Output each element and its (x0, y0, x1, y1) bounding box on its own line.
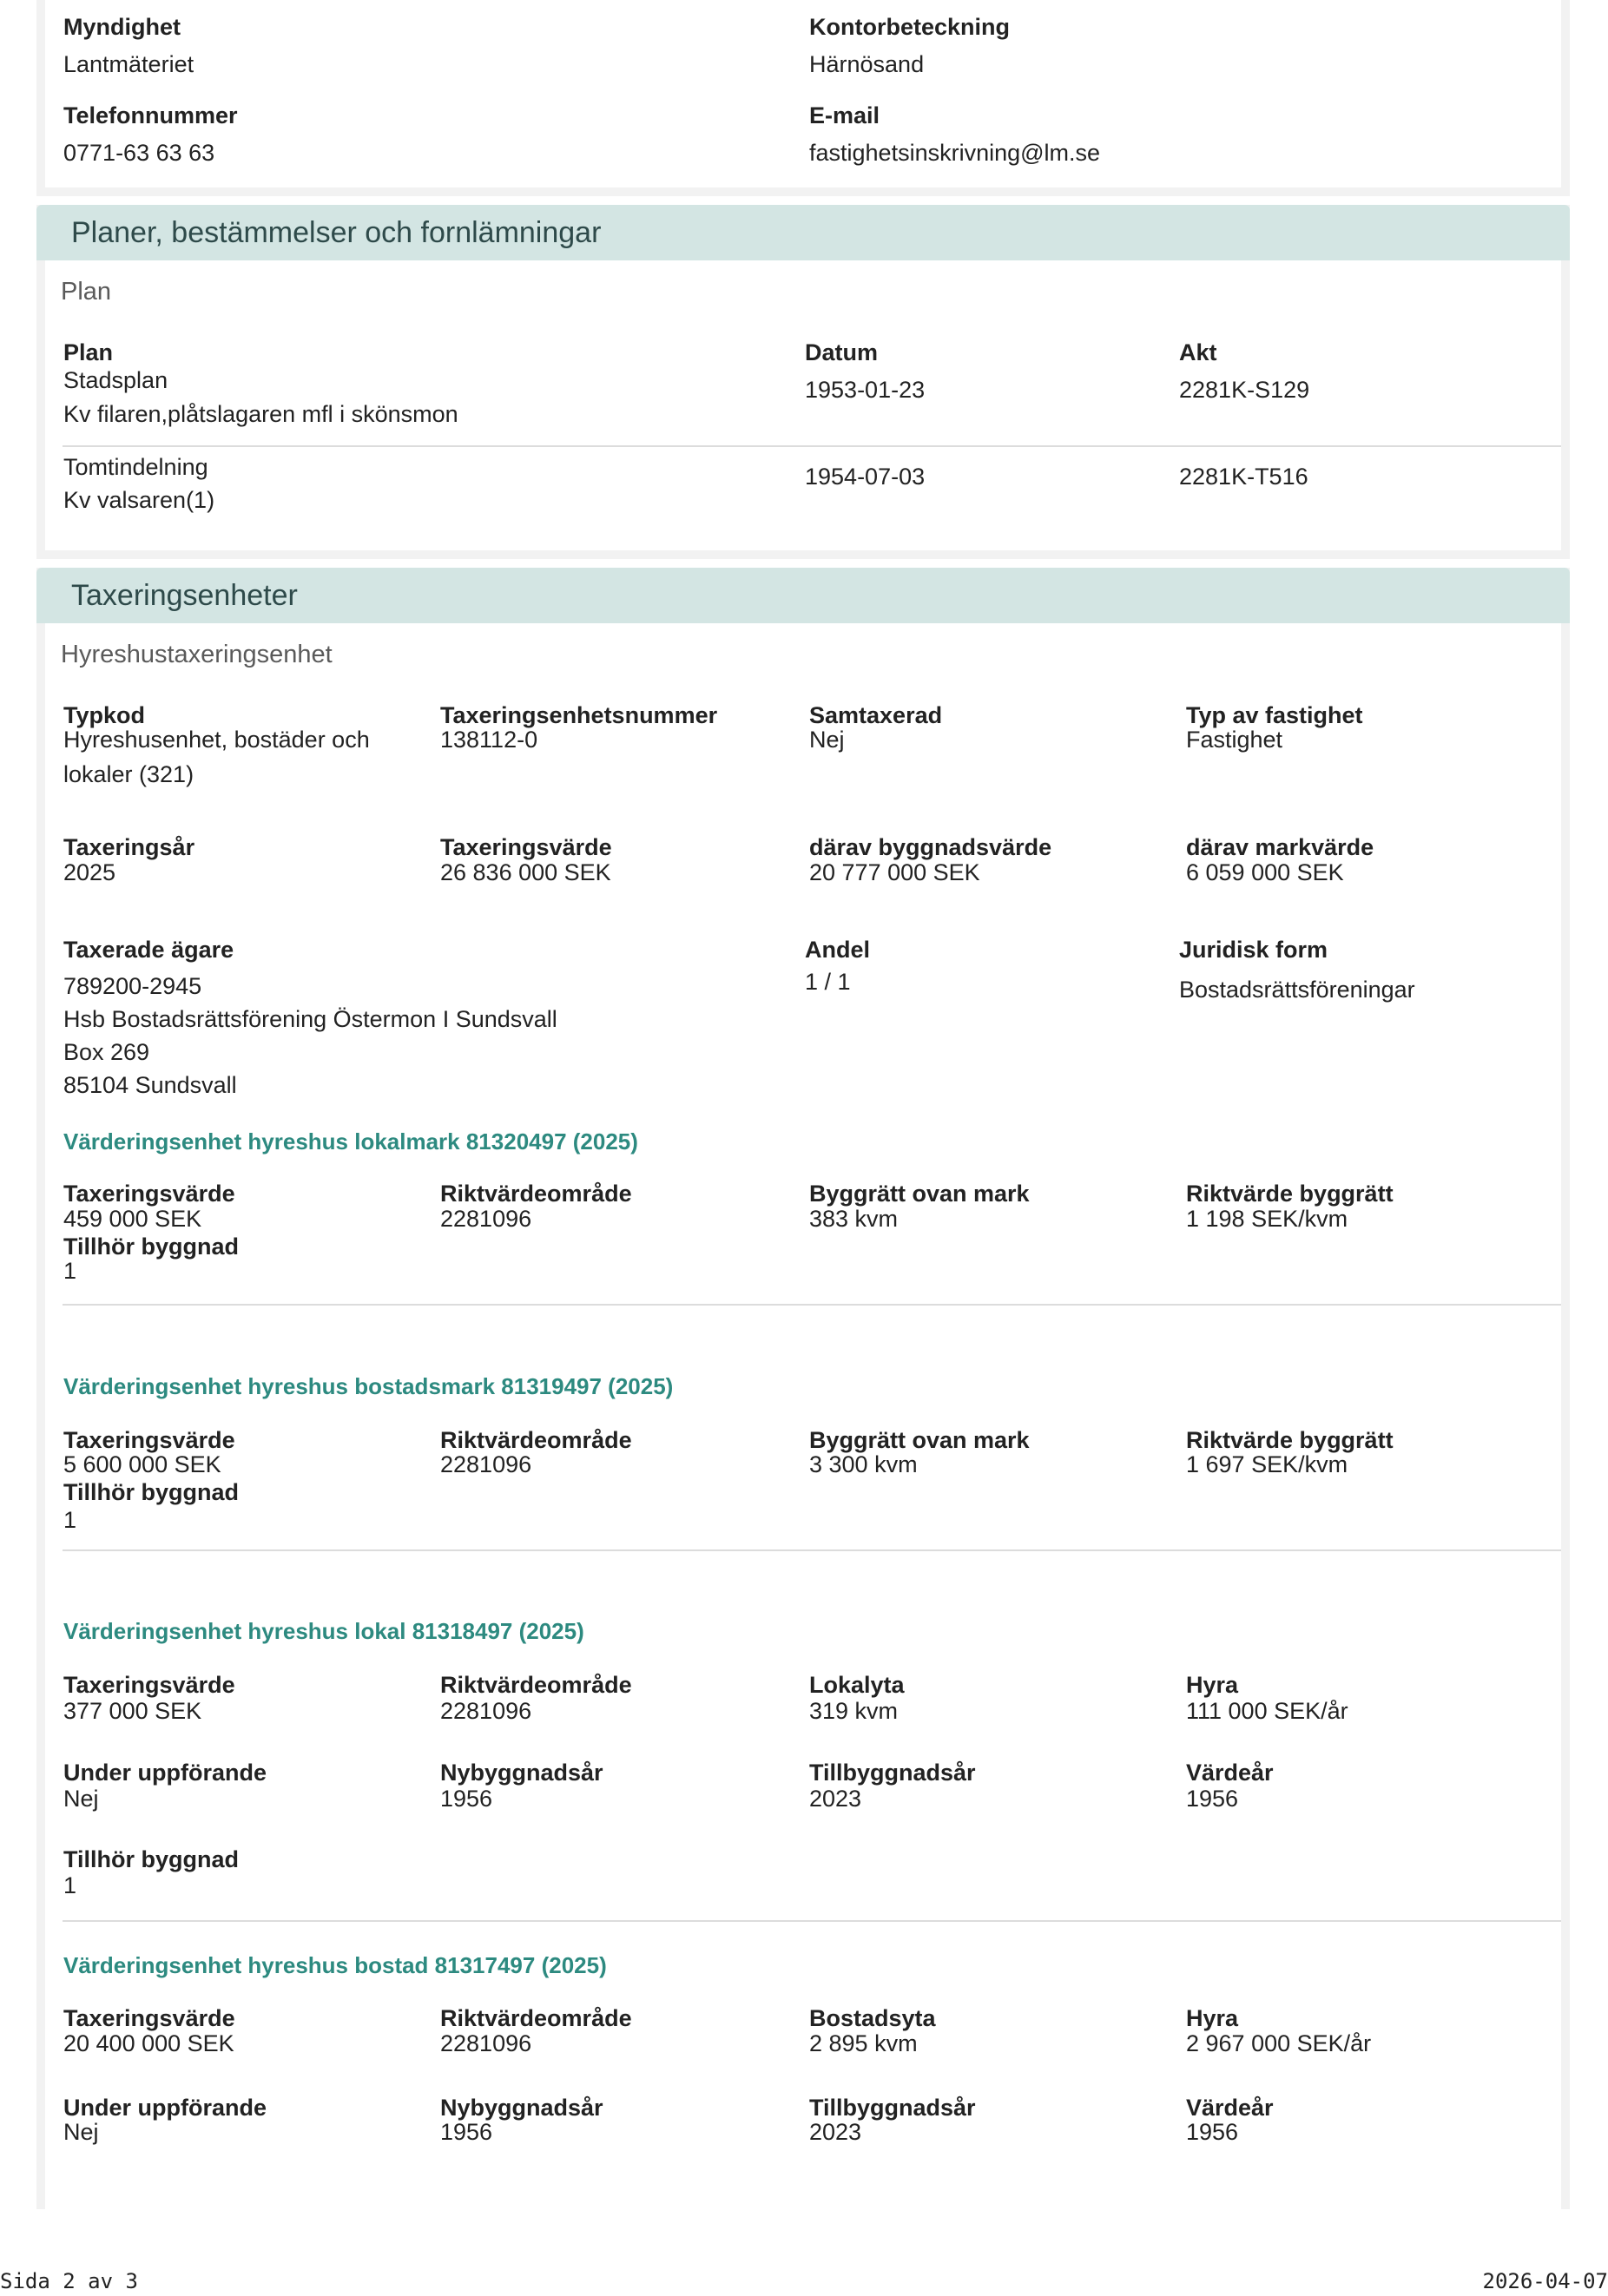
page-number: Sida 2 av 3 (0, 2269, 138, 2293)
akt-header: Akt (1179, 339, 1217, 365)
unit-field-value: 20 400 000 SEK (63, 2030, 234, 2056)
byggnadsvarde-label: därav byggnadsvärde (809, 834, 1052, 860)
unit-field-label: Värdeår (1186, 2095, 1274, 2121)
unit-field-value: 1956 (440, 2119, 493, 2145)
unit-title: Värderingsenhet hyreshus lokalmark 81320497 (2025) (63, 1128, 638, 1155)
tax-subtitle: Hyreshustaxeringsenhet (61, 641, 333, 668)
juridisk-form-value: Bostadsrättsföreningar (1179, 977, 1415, 1003)
telefon-value: 0771-63 63 63 (63, 140, 215, 166)
myndighet-label: Myndighet (63, 14, 181, 40)
unit-divider (63, 1549, 1561, 1551)
unit-field-label: Taxeringsvärde (63, 2005, 235, 2031)
unit-field-value: 1956 (1186, 2119, 1239, 2145)
typkod-value-line2: lokaler (321) (63, 761, 194, 787)
unit-field-label: Nybyggnadsår (440, 1760, 603, 1786)
email-value: fastighetsinskrivning@lm.se (809, 140, 1101, 166)
taxeringsenhetsnummer-label: Taxeringsenhetsnummer (440, 702, 718, 728)
unit-field-label: Riktvärdeområde (440, 1181, 632, 1207)
plan-type: Stadsplan (63, 367, 168, 393)
telefon-label: Telefonnummer (63, 102, 238, 128)
plan-name: Kv filaren,plåtslagaren mfl i skönsmon (63, 401, 458, 427)
plans-subtitle: Plan (61, 278, 112, 306)
tillhor-byggnad-value: 1 (63, 1258, 77, 1284)
unit-field-label: Nybyggnadsår (440, 2095, 603, 2121)
taxeringsar-value: 2025 (63, 859, 116, 885)
plan-akt: 2281K-T516 (1179, 464, 1308, 490)
unit-field-value: 3 300 kvm (809, 1451, 918, 1477)
plan-name: Kv valsaren(1) (63, 487, 215, 513)
print-date: 2026-04-07 (1482, 2269, 1608, 2293)
taxerade-agare-label: Taxerade ägare (63, 937, 234, 963)
andel-label: Andel (805, 937, 871, 963)
row-divider (63, 445, 1561, 447)
kontor-value: Härnösand (809, 51, 925, 77)
plans-card-body (45, 260, 1561, 550)
unit-field-value: 111 000 SEK/år (1186, 1698, 1348, 1724)
typkod-value-line1: Hyreshusenhet, bostäder och (63, 727, 370, 753)
unit-field-label: Under uppförande (63, 2095, 267, 2121)
plan-akt: 2281K-S129 (1179, 377, 1310, 403)
unit-field-value: 459 000 SEK (63, 1206, 202, 1232)
unit-field-value: 1956 (1186, 1786, 1239, 1812)
taxeringsenhetsnummer-value: 138112-0 (440, 727, 538, 753)
authority-card (36, 0, 1570, 196)
tillhor-byggnad-label: Tillhör byggnad (63, 1846, 239, 1872)
samtaxerad-label: Samtaxerad (809, 702, 943, 728)
unit-field-label: Taxeringsvärde (63, 1427, 235, 1453)
unit-field-label: Lokalyta (809, 1672, 905, 1698)
unit-field-label: Riktvärdeområde (440, 1427, 632, 1453)
tax-card (36, 568, 1570, 2209)
unit-title: Värderingsenhet hyreshus bostadsmark 81319497 (2025) (63, 1373, 674, 1399)
taxeringsvarde-value: 26 836 000 SEK (440, 859, 611, 885)
unit-field-value: 5 600 000 SEK (63, 1451, 221, 1477)
datum-header: Datum (805, 339, 879, 365)
juridisk-form-label: Juridisk form (1179, 937, 1328, 963)
unit-field-label: Hyra (1186, 2005, 1239, 2031)
unit-field-label: Värdeår (1186, 1760, 1274, 1786)
plan-header: Plan (63, 339, 114, 365)
unit-field-label: Byggrätt ovan mark (809, 1427, 1030, 1453)
agare-postal: 85104 Sundsvall (63, 1072, 237, 1098)
unit-field-value: 2023 (809, 1786, 862, 1812)
unit-field-value: Nej (63, 1786, 99, 1812)
typkod-label: Typkod (63, 702, 145, 728)
plan-type: Tomtindelning (63, 454, 208, 480)
unit-field-label: Taxeringsvärde (63, 1672, 235, 1698)
markvarde-value: 6 059 000 SEK (1186, 859, 1344, 885)
byggnadsvarde-value: 20 777 000 SEK (809, 859, 980, 885)
unit-field-label: Tillbyggnadsår (809, 1760, 976, 1786)
plan-datum: 1954-07-03 (805, 464, 926, 490)
tillhor-byggnad-value: 1 (63, 1872, 77, 1898)
taxeringsar-label: Taxeringsår (63, 834, 195, 860)
agare-orgnr: 789200-2945 (63, 973, 202, 999)
unit-field-value: 2281096 (440, 1698, 532, 1724)
myndighet-value: Lantmäteriet (63, 51, 194, 77)
unit-field-label: Bostadsyta (809, 2005, 936, 2031)
unit-divider (63, 1920, 1561, 1922)
unit-field-value: 2281096 (440, 1206, 532, 1232)
unit-field-label: Under uppförande (63, 1760, 267, 1786)
unit-title: Värderingsenhet hyreshus lokal 81318497 (2025) (63, 1618, 584, 1644)
unit-field-value: 2281096 (440, 1451, 532, 1477)
andel-value: 1 / 1 (805, 969, 851, 995)
unit-field-value: 319 kvm (809, 1698, 899, 1724)
unit-title: Värderingsenhet hyreshus bostad 81317497 (2025) (63, 1952, 607, 1978)
unit-field-label: Riktvärdeområde (440, 1672, 632, 1698)
tax-header: Taxeringsenheter (36, 568, 1570, 623)
tillhor-byggnad-label: Tillhör byggnad (63, 1234, 239, 1260)
authority-card-body (45, 0, 1561, 187)
unit-field-label: Tillbyggnadsår (809, 2095, 976, 2121)
plans-card (36, 205, 1570, 559)
email-label: E-mail (809, 102, 880, 128)
unit-field-label: Byggrätt ovan mark (809, 1181, 1030, 1207)
agare-address: Box 269 (63, 1039, 150, 1065)
markvarde-label: därav markvärde (1186, 834, 1374, 860)
unit-field-value: 2281096 (440, 2030, 532, 2056)
plan-datum: 1953-01-23 (805, 377, 926, 403)
unit-field-value: Nej (63, 2119, 99, 2145)
tax-card-body (45, 623, 1561, 2209)
unit-field-label: Riktvärde byggrätt (1186, 1181, 1394, 1207)
unit-field-label: Hyra (1186, 1672, 1239, 1698)
unit-field-value: 1 198 SEK/kvm (1186, 1206, 1348, 1232)
unit-field-value: 1 697 SEK/kvm (1186, 1451, 1348, 1477)
taxeringsvarde-label: Taxeringsvärde (440, 834, 612, 860)
unit-field-value: 2023 (809, 2119, 862, 2145)
tillhor-byggnad-label: Tillhör byggnad (63, 1479, 239, 1505)
plans-header: Planer, bestämmelser och fornlämningar (36, 205, 1570, 260)
unit-field-value: 1956 (440, 1786, 493, 1812)
unit-divider (63, 1304, 1561, 1306)
unit-field-value: 377 000 SEK (63, 1698, 202, 1724)
typ-av-fastighet-label: Typ av fastighet (1186, 702, 1363, 728)
agare-name: Hsb Bostadsrättsförening Östermon I Sundsvall (63, 1006, 557, 1032)
unit-field-value: 383 kvm (809, 1206, 899, 1232)
kontor-label: Kontorbeteckning (809, 14, 1011, 40)
unit-field-label: Riktvärde byggrätt (1186, 1427, 1394, 1453)
unit-field-value: 2 967 000 SEK/år (1186, 2030, 1372, 2056)
unit-field-label: Riktvärdeområde (440, 2005, 632, 2031)
tillhor-byggnad-value: 1 (63, 1507, 77, 1533)
typ-av-fastighet-value: Fastighet (1186, 727, 1283, 753)
unit-field-value: 2 895 kvm (809, 2030, 918, 2056)
unit-field-label: Taxeringsvärde (63, 1181, 235, 1207)
samtaxerad-value: Nej (809, 727, 845, 753)
